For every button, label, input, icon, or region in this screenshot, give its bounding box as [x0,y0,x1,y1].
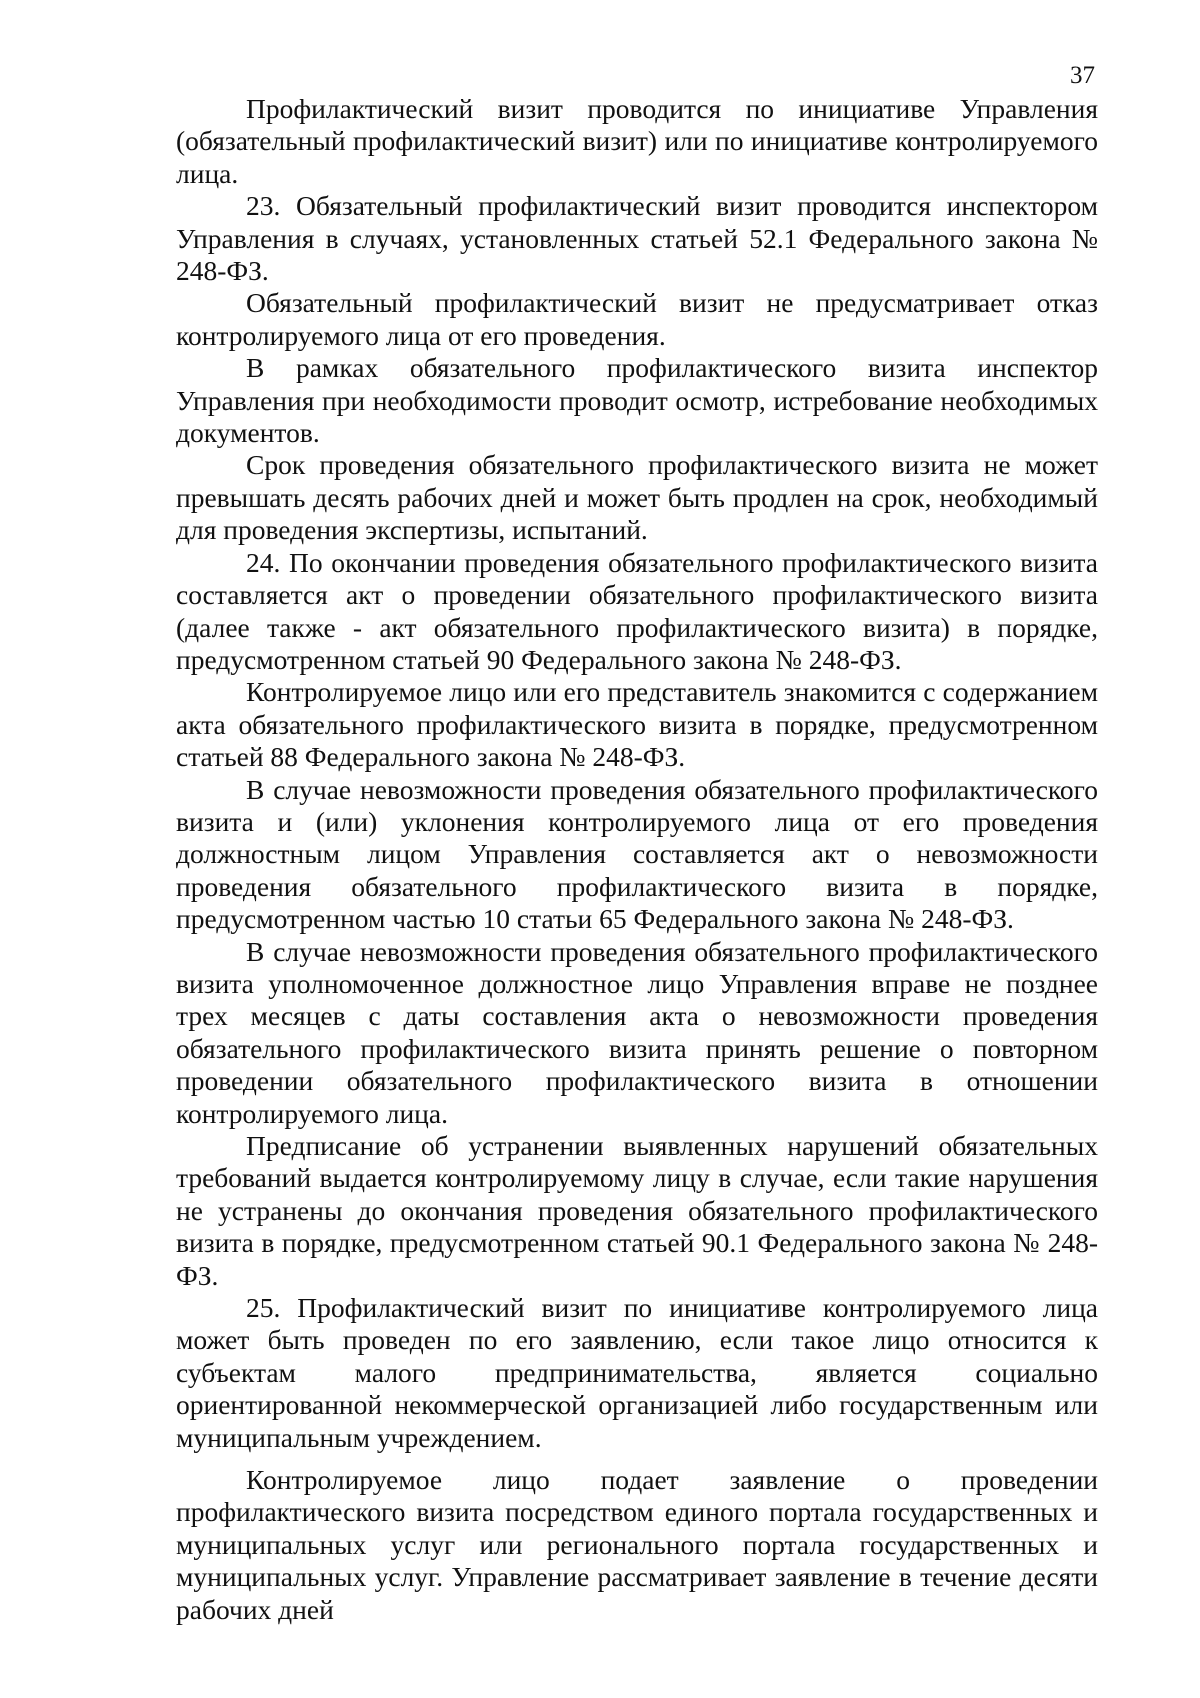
paragraph: 24. По окончании проведения обязательного профилактического визита составляется акт о проведении обязательного профилактического визита (далее также - акт обязательного профилактического визита) в порядке, предусмотренном статьей 90 Федерального закона № 248-ФЗ. [176,546,1098,675]
paragraph: 25. Профилактический визит по инициативе контролируемого лица может быть проведен по его заявлению, если такое лицо относится к субъектам малого предпринимательства, является социально ориентированной некоммерческой организацией либо государственным или муниципальным учреждением. [176,1292,1098,1453]
paragraph: Срок проведения обязательного профилактического визита не может превышать десять рабочих дней и может быть продлен на срок, необходимый для проведения экспертизы, испытаний. [176,449,1098,546]
paragraph: В случае невозможности проведения обязательного профилактического визита и (или) уклонения контролируемого лица от его проведения должностным лицом Управления составляется акт о невозможности проведения обязательного профилактического визита в порядке, предусмотренном частью 10 статьи 65 Федерального закона № 248-ФЗ. [176,773,1098,935]
paragraph: В рамках обязательного профилактического визита инспектор Управления при необходимости проводит осмотр, истребование необходимых документов. [176,352,1098,449]
paragraph: Профилактический визит проводится по инициативе Управления (обязательный профилактический визит) или по инициативе контролируемого лица. [176,93,1098,189]
paragraph: 23. Обязательный профилактический визит проводится инспектором Управления в случаях, установленных статьей 52.1 Федерального закона № 248-ФЗ. [176,190,1098,287]
paragraph: Контролируемое лицо подает заявление о проведении профилактического визита посредством единого портала государственных и муниципальных услуг или регионального портала государственных и муниципальных услуг. Управление рассматривает заявление в течение десяти рабочих дней [176,1464,1098,1625]
page-number: 37 [1070,62,1095,89]
paragraph: В случае невозможности проведения обязательного профилактического визита уполномоченное должностное лицо Управления вправе не позднее трех месяцев с даты составления акта о невозможности проведения обязательного профилактического визита принять решение о повторном проведении обязательного профилактического визита в отношении контролируемого лица. [176,935,1098,1129]
paragraph: Контролируемое лицо или его представитель знакомится с содержанием акта обязательного профилактического визита в порядке, предусмотренном статьей 88 Федерального закона № 248-ФЗ. [176,676,1098,773]
paragraph: Предписание об устранении выявленных нарушений обязательных требований выдается контролируемому лицу в случае, если такие нарушения не устранены до окончания проведения обязательного профилактического визита в порядке, предусмотренном статьей 90.1 Федерального закона № 248-ФЗ. [176,1130,1098,1291]
paragraph: Обязательный профилактический визит не предусматривает отказ контролируемого лица от его проведения. [176,287,1098,351]
document-body [176,93,1098,1626]
